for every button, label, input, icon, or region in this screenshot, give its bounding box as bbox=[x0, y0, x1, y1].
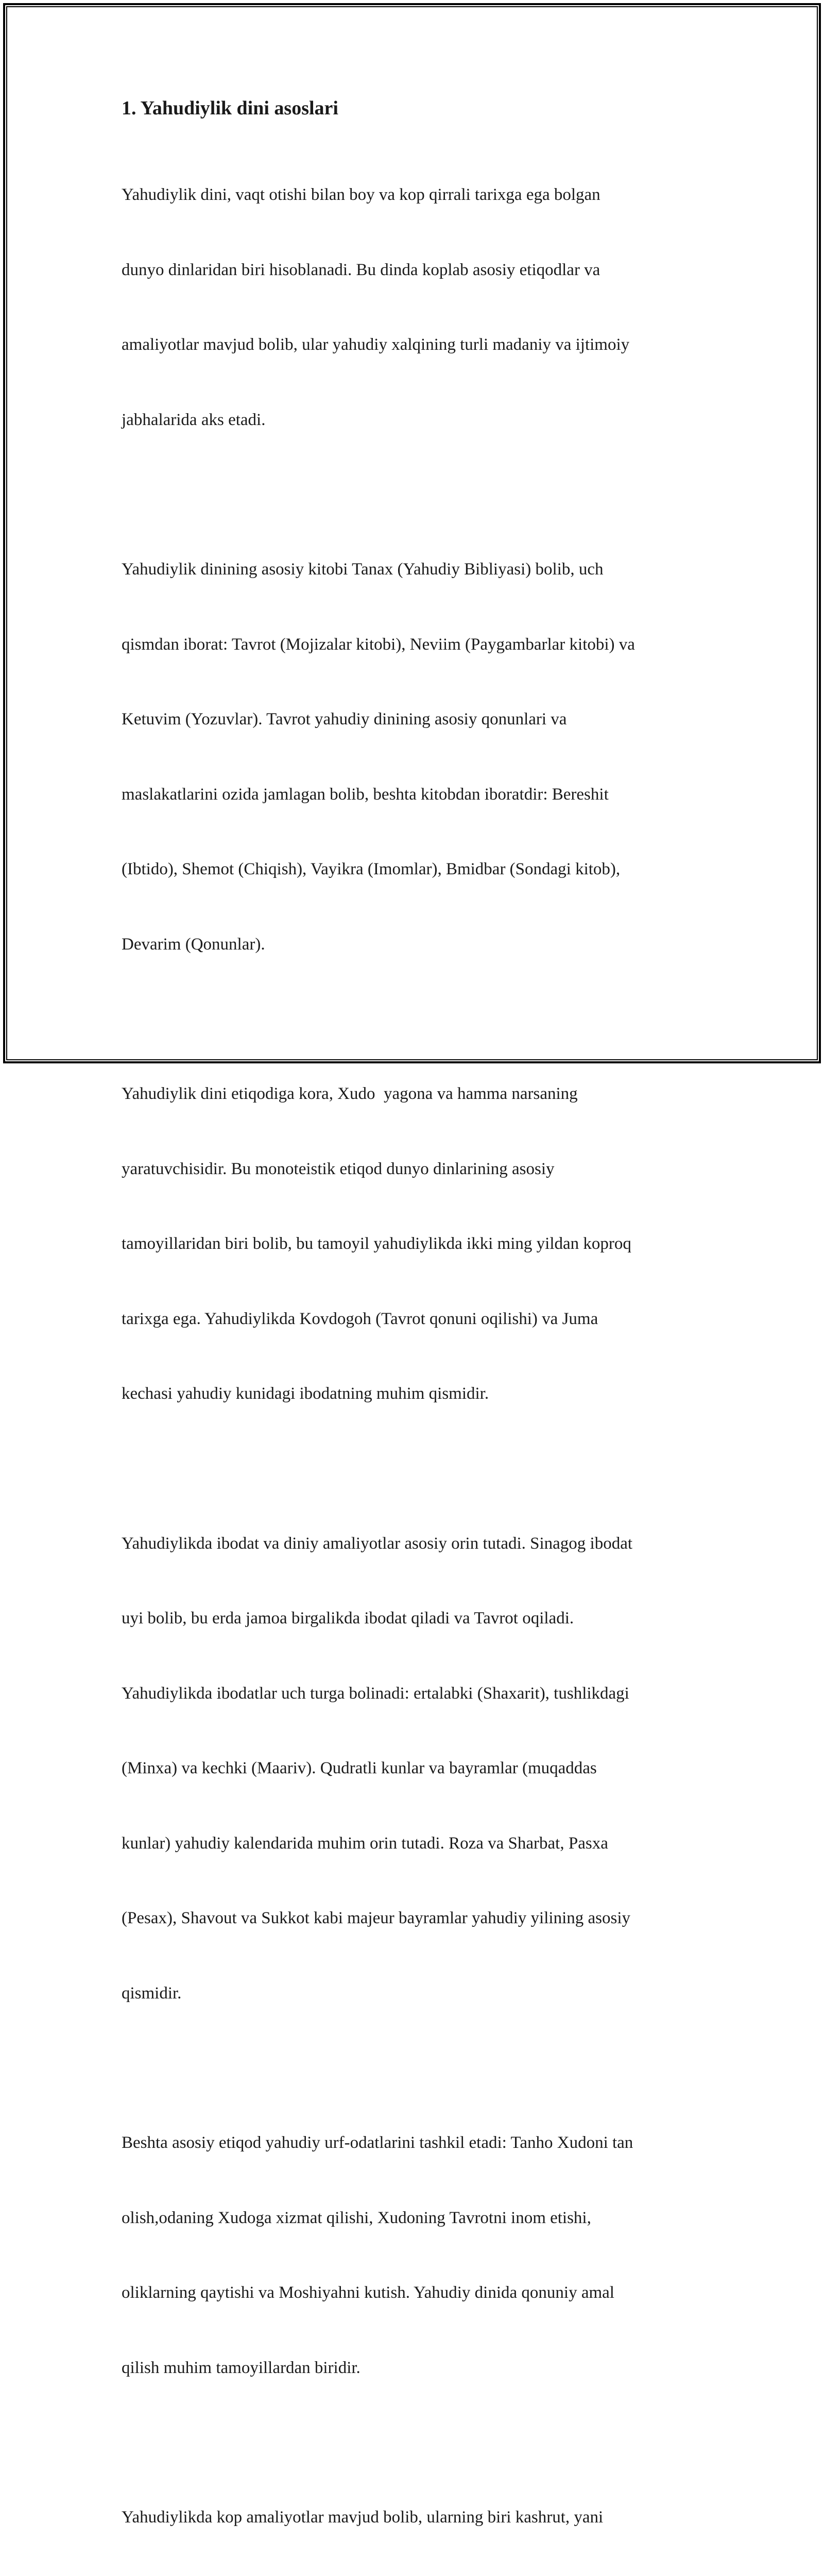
paragraph-line: qismdan iborat: Tavrot (Mojizalar kitobi), Neviim (Paygambarlar kitobi) va bbox=[122, 635, 635, 654]
paragraph-line: Yahudiylikda ibodatlar uch turga bolinadi: ertalabki (Shaxarit), tushlikdagi bbox=[122, 1684, 629, 1703]
paragraph-line: maslakatlarini ozida jamlagan bolib, beshta kitobdan iboratdir: Bereshit bbox=[122, 785, 609, 804]
paragraph-line: Yahudiylik dini, vaqt otishi bilan boy va kop qirrali tarixga ega bolgan bbox=[122, 185, 600, 204]
document-body bbox=[122, 95, 698, 2576]
paragraph-line: amaliyotlar mavjud bolib, ular yahudiy xalqining turli madaniy va ijtimoiy bbox=[122, 335, 630, 354]
paragraph-line: (Pesax), Shavout va Sukkot kabi majeur bayramlar yahudiy yilining asosiy bbox=[122, 1909, 630, 1927]
paragraph-line: Beshta asosiy etiqod yahudiy urf-odatlarini tashkil etadi: Tanho Xudoni tan bbox=[122, 2133, 633, 2152]
paragraph-line: Devarim (Qonunlar). bbox=[122, 935, 265, 954]
paragraph-6 bbox=[122, 2455, 698, 2576]
paragraph-line: olish,odaning Xudoga xizmat qilishi, Xudoning Tavrotni inom etishi, bbox=[122, 2208, 591, 2227]
paragraph-line: uyi bolib, bu erda jamoa birgalikda ibodat qiladi va Tavrot oqiladi. bbox=[122, 1609, 574, 1628]
paragraph-line: Yahudiylikda ibodat va diniy amaliyotlar asosiy orin tutadi. Sinagog ibodat bbox=[122, 1534, 633, 1553]
paragraph-line: Yahudiylikda kop amaliyotlar mavjud bolib, ularning biri kashrut, yani bbox=[122, 2508, 604, 2527]
paragraph-line: Yahudiylik dini etiqodiga kora, Xudo yagona va hamma narsaning bbox=[122, 1084, 578, 1103]
paragraph-4 bbox=[122, 1481, 698, 2056]
paragraph-2 bbox=[122, 507, 698, 1007]
paragraph-line: qismidir. bbox=[122, 1984, 182, 2003]
paragraph-line: kunlar) yahudiy kalendarida muhim orin tutadi. Roza va Sharbat, Pasxa bbox=[122, 1834, 608, 1853]
paragraph-line: tarixga ega. Yahudiylikda Kovdogoh (Tavrot qonuni oqilishi) va Juma bbox=[122, 1309, 598, 1328]
paragraph-3 bbox=[122, 1031, 698, 1456]
paragraph-line: tamoyillaridan biri bolib, bu tamoyil yahudiylikda ikki ming yildan koproq bbox=[122, 1234, 631, 1253]
paragraph-1 bbox=[122, 132, 698, 482]
paragraph-line: kechasi yahudiy kunidagi ibodatning muhim qismidir. bbox=[122, 1384, 489, 1403]
section-heading: 1. Yahudiylik dini asoslari bbox=[122, 97, 338, 119]
paragraph-line: qilish muhim tamoyillardan biridir. bbox=[122, 2358, 360, 2377]
paragraph-line: (Ibtido), Shemot (Chiqish), Vayikra (Imomlar), Bmidbar (Sondagi kitob), bbox=[122, 860, 621, 878]
paragraph-line: dunyo dinlaridan biri hisoblanadi. Bu dinda koplab asosiy etiqodlar va bbox=[122, 260, 600, 279]
paragraph-line: Yahudiylik dinining asosiy kitobi Tanax (Yahudiy Bibliyasi) bolib, uch bbox=[122, 560, 604, 579]
paragraph-line: (Minxa) va kechki (Maariv). Qudratli kunlar va bayramlar (muqaddas bbox=[122, 1759, 597, 1777]
paragraph-line: oliklarning qaytishi va Moshiyahni kutish. Yahudiy dinida qonuniy amal bbox=[122, 2283, 614, 2302]
paragraph-5 bbox=[122, 2080, 698, 2430]
paragraph-line: yaratuvchisidir. Bu monoteistik etiqod dunyo dinlarining asosiy bbox=[122, 1159, 555, 1178]
paragraph-line: jabhalarida aks etadi. bbox=[122, 410, 266, 429]
paragraph-line: Ketuvim (Yozuvlar). Tavrot yahudiy dinining asosiy qonunlari va bbox=[122, 710, 567, 728]
